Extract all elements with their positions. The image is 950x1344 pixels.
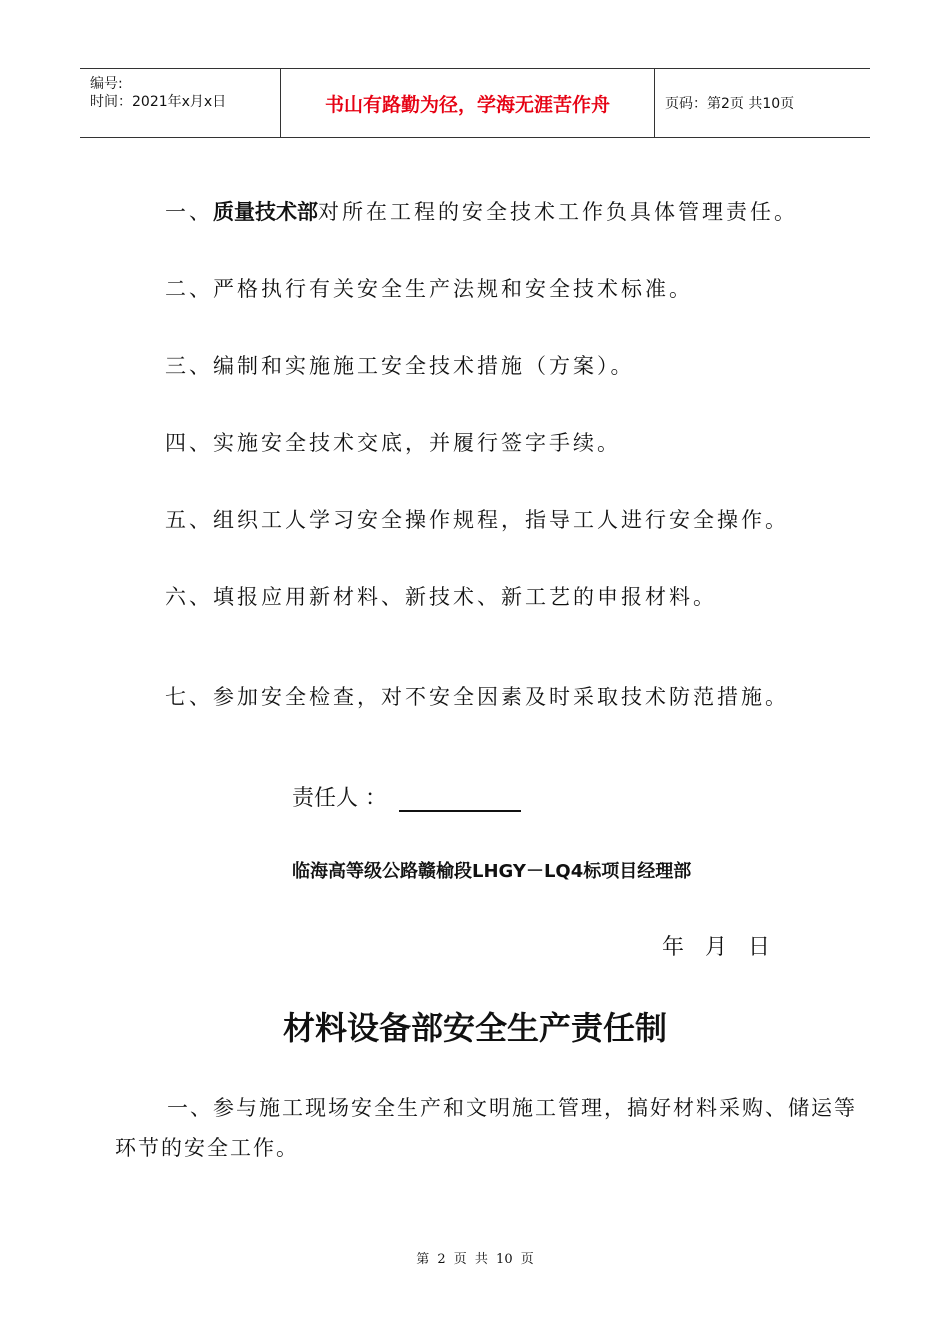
item-prefix: 一、 [165,200,213,224]
list-item [165,581,717,611]
item-text: 参加安全检查，对不安全因素及时采取技术防范措施。 [213,685,789,709]
item-text: 组织工人学习安全操作规程，指导工人进行安全操作。 [213,508,789,532]
list-item [165,196,798,226]
item-text: 对所在工程的安全技术工作负具体管理责任。 [318,200,798,224]
header-motto: 书山有路勤为径，学海无涯苦作舟 [324,93,610,116]
item-prefix: 二、 [165,277,213,301]
item-prefix: 五、 [165,508,213,532]
responsible-label: 责任人 ： [292,786,387,811]
section-paragraph: 一、参与施工现场安全生产和文明施工管理，搞好材料采购、储运等环节的安全工作。 [115,1096,857,1160]
item-prefix: 七、 [165,685,213,709]
list-item [165,427,621,457]
list-item [165,681,789,711]
item-prefix: 三、 [165,354,213,378]
header-page-info: 页码：第2页 共10页 [665,96,795,112]
item-text: 填报应用新材料、新技术、新工艺的申报材料。 [213,585,717,609]
responsible-person-line [292,781,521,812]
item-bold-text: 质量技术部 [213,200,318,224]
list-item [165,504,789,534]
signature-blank [399,790,521,812]
page-footer: 第 2 页 共 10 页 [416,1252,534,1267]
item-text: 编制和实施施工安全技术措施（方案）。 [213,354,635,378]
page-header [80,68,870,138]
date-line: 年 月 日 [662,935,770,960]
list-item [165,350,635,380]
header-motto-cell [281,69,655,137]
list-item [165,273,693,303]
item-prefix: 四、 [165,431,213,455]
document-time-label: 时间：2021年x月x日 [90,94,227,110]
document-number-label: 编号: [90,76,123,92]
item-text: 实施安全技术交底，并履行签字手续。 [213,431,621,455]
header-meta-cell [80,69,281,137]
section-title: 材料设备部安全生产责任制 [282,1009,667,1047]
item-prefix: 六、 [165,585,213,609]
organization-name: 临海高等级公路赣榆段LHGY－LQ4标项目经理部 [292,861,692,882]
item-text: 严格执行有关安全生产法规和安全技术标准。 [213,277,693,301]
header-page-cell [655,69,870,137]
